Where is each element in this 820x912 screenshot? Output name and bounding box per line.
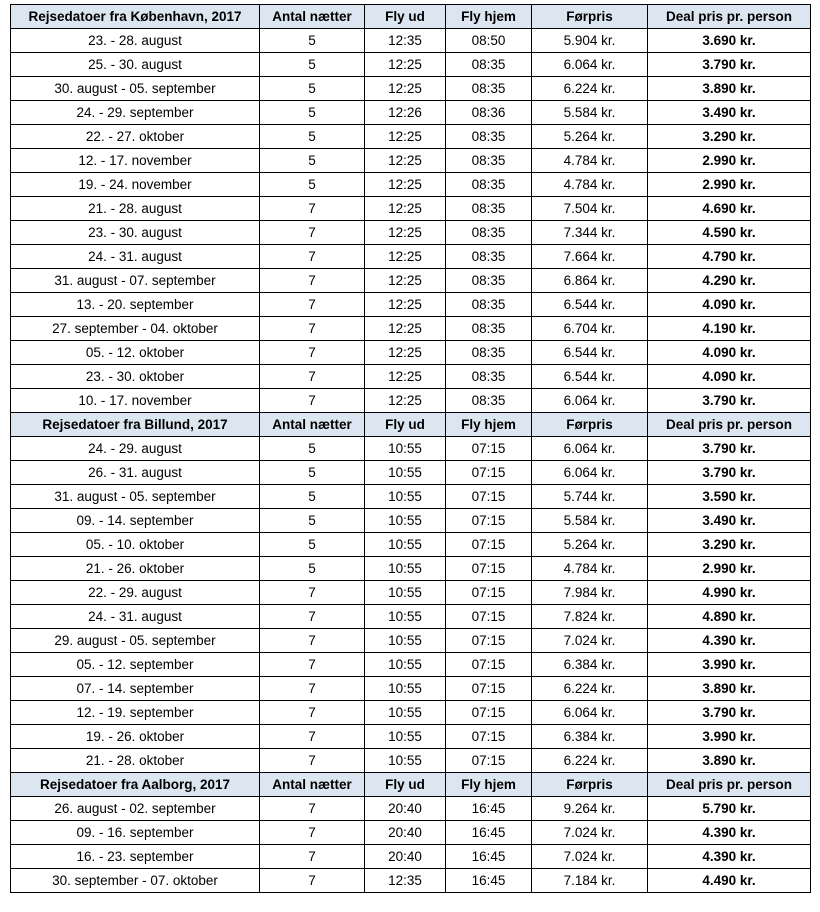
deal-price-cell: 2.990 kr. [648, 149, 811, 173]
travel-dates-cell: 12. - 17. november [11, 149, 260, 173]
header-flight-home: Fly hjem [446, 773, 532, 797]
deal-price-cell: 3.790 kr. [648, 461, 811, 485]
flight-home-cell: 07:15 [446, 725, 532, 749]
deal-price-cell: 3.890 kr. [648, 749, 811, 773]
deal-price-cell: 4.190 kr. [648, 317, 811, 341]
regular-price-cell: 6.224 kr. [532, 749, 648, 773]
deal-price-cell: 4.590 kr. [648, 221, 811, 245]
regular-price-cell: 6.064 kr. [532, 437, 648, 461]
flight-home-cell: 07:15 [446, 605, 532, 629]
flight-out-cell: 12:25 [365, 149, 446, 173]
regular-price-cell: 6.544 kr. [532, 341, 648, 365]
deal-price-cell: 2.990 kr. [648, 173, 811, 197]
travel-dates-cell: 05. - 12. oktober [11, 341, 260, 365]
regular-price-cell: 6.224 kr. [532, 77, 648, 101]
deal-price-cell: 4.690 kr. [648, 197, 811, 221]
flight-home-cell: 08:35 [446, 173, 532, 197]
nights-cell: 7 [260, 581, 365, 605]
flight-home-cell: 08:35 [446, 77, 532, 101]
travel-dates-cell: 05. - 10. oktober [11, 533, 260, 557]
flight-out-cell: 10:55 [365, 677, 446, 701]
regular-price-cell: 6.064 kr. [532, 701, 648, 725]
travel-dates-cell: 30. august - 05. september [11, 77, 260, 101]
table-row [11, 725, 811, 749]
flight-home-cell: 07:15 [446, 677, 532, 701]
flight-home-cell: 07:15 [446, 509, 532, 533]
regular-price-cell: 5.904 kr. [532, 29, 648, 53]
table-row [11, 485, 811, 509]
flight-out-cell: 12:26 [365, 101, 446, 125]
table-row [11, 293, 811, 317]
table-row [11, 197, 811, 221]
header-flight-out: Fly ud [365, 773, 446, 797]
travel-deals-table [10, 4, 811, 893]
table-row [11, 749, 811, 773]
deal-price-cell: 3.590 kr. [648, 485, 811, 509]
deal-price-cell: 5.790 kr. [648, 797, 811, 821]
flight-out-cell: 10:55 [365, 581, 446, 605]
flight-home-cell: 07:15 [446, 629, 532, 653]
deal-price-cell: 4.290 kr. [648, 269, 811, 293]
flight-out-cell: 10:55 [365, 725, 446, 749]
flight-home-cell: 08:35 [446, 197, 532, 221]
flight-out-cell: 12:25 [365, 317, 446, 341]
nights-cell: 7 [260, 821, 365, 845]
table-row [11, 77, 811, 101]
header-flight-home: Fly hjem [446, 5, 532, 29]
travel-dates-cell: 27. september - 04. oktober [11, 317, 260, 341]
flight-out-cell: 10:55 [365, 653, 446, 677]
table-row [11, 221, 811, 245]
nights-cell: 5 [260, 77, 365, 101]
nights-cell: 5 [260, 557, 365, 581]
header-deal-price: Deal pris pr. person [648, 773, 811, 797]
travel-dates-cell: 10. - 17. november [11, 389, 260, 413]
table-row [11, 173, 811, 197]
deal-price-cell: 3.990 kr. [648, 725, 811, 749]
flight-out-cell: 10:55 [365, 749, 446, 773]
regular-price-cell: 7.824 kr. [532, 605, 648, 629]
regular-price-cell: 7.504 kr. [532, 197, 648, 221]
deal-price-cell: 2.990 kr. [648, 557, 811, 581]
table-row [11, 821, 811, 845]
deal-price-cell: 4.990 kr. [648, 581, 811, 605]
table-row [11, 149, 811, 173]
regular-price-cell: 9.264 kr. [532, 797, 648, 821]
flight-out-cell: 10:55 [365, 557, 446, 581]
nights-cell: 7 [260, 797, 365, 821]
flight-home-cell: 08:35 [446, 125, 532, 149]
regular-price-cell: 4.784 kr. [532, 173, 648, 197]
deal-price-cell: 3.690 kr. [648, 29, 811, 53]
flight-out-cell: 20:40 [365, 845, 446, 869]
table-row [11, 389, 811, 413]
regular-price-cell: 6.384 kr. [532, 725, 648, 749]
flight-home-cell: 08:35 [446, 269, 532, 293]
regular-price-cell: 6.544 kr. [532, 365, 648, 389]
flight-home-cell: 16:45 [446, 845, 532, 869]
regular-price-cell: 7.664 kr. [532, 245, 648, 269]
nights-cell: 7 [260, 869, 365, 893]
table-row [11, 341, 811, 365]
travel-dates-cell: 05. - 12. september [11, 653, 260, 677]
section-header-row [11, 5, 811, 29]
flight-out-cell: 12:25 [365, 269, 446, 293]
travel-dates-cell: 24. - 29. september [11, 101, 260, 125]
nights-cell: 7 [260, 293, 365, 317]
travel-dates-cell: 24. - 31. august [11, 605, 260, 629]
table-row [11, 29, 811, 53]
table-row [11, 869, 811, 893]
flight-home-cell: 08:35 [446, 317, 532, 341]
flight-home-cell: 08:35 [446, 149, 532, 173]
nights-cell: 5 [260, 461, 365, 485]
flight-out-cell: 10:55 [365, 437, 446, 461]
nights-cell: 7 [260, 677, 365, 701]
header-deal-price: Deal pris pr. person [648, 5, 811, 29]
header-travel-dates: Rejsedatoer fra Billund, 2017 [11, 413, 260, 437]
flight-out-cell: 10:55 [365, 701, 446, 725]
regular-price-cell: 6.064 kr. [532, 389, 648, 413]
header-nights: Antal nætter [260, 413, 365, 437]
travel-dates-cell: 25. - 30. august [11, 53, 260, 77]
flight-home-cell: 07:15 [446, 557, 532, 581]
flight-out-cell: 10:55 [365, 533, 446, 557]
deal-price-cell: 4.390 kr. [648, 629, 811, 653]
header-flight-out: Fly ud [365, 413, 446, 437]
deal-price-cell: 4.090 kr. [648, 293, 811, 317]
section-header-row [11, 773, 811, 797]
nights-cell: 5 [260, 29, 365, 53]
table-row [11, 653, 811, 677]
regular-price-cell: 4.784 kr. [532, 149, 648, 173]
deal-price-cell: 4.390 kr. [648, 845, 811, 869]
travel-dates-cell: 21. - 28. oktober [11, 749, 260, 773]
nights-cell: 7 [260, 365, 365, 389]
header-flight-out: Fly ud [365, 5, 446, 29]
regular-price-cell: 5.264 kr. [532, 125, 648, 149]
travel-dates-cell: 21. - 26. oktober [11, 557, 260, 581]
deal-price-cell: 4.090 kr. [648, 365, 811, 389]
deal-price-cell: 3.790 kr. [648, 53, 811, 77]
travel-dates-cell: 26. - 31. august [11, 461, 260, 485]
deal-price-cell: 4.490 kr. [648, 869, 811, 893]
regular-price-cell: 6.544 kr. [532, 293, 648, 317]
flight-out-cell: 12:25 [365, 197, 446, 221]
table-row [11, 365, 811, 389]
flight-home-cell: 08:35 [446, 389, 532, 413]
travel-dates-cell: 19. - 26. oktober [11, 725, 260, 749]
flight-out-cell: 12:25 [365, 293, 446, 317]
flight-out-cell: 12:35 [365, 869, 446, 893]
travel-dates-cell: 22. - 29. august [11, 581, 260, 605]
travel-dates-cell: 07. - 14. september [11, 677, 260, 701]
nights-cell: 7 [260, 389, 365, 413]
regular-price-cell: 5.584 kr. [532, 509, 648, 533]
flight-out-cell: 10:55 [365, 605, 446, 629]
regular-price-cell: 7.344 kr. [532, 221, 648, 245]
travel-dates-cell: 31. august - 07. september [11, 269, 260, 293]
nights-cell: 5 [260, 125, 365, 149]
travel-dates-cell: 12. - 19. september [11, 701, 260, 725]
deal-price-cell: 3.890 kr. [648, 77, 811, 101]
header-regular-price: Førpris [532, 5, 648, 29]
deals-table-container [10, 4, 811, 893]
flight-out-cell: 10:55 [365, 509, 446, 533]
flight-home-cell: 07:15 [446, 461, 532, 485]
flight-out-cell: 12:25 [365, 341, 446, 365]
flight-home-cell: 08:50 [446, 29, 532, 53]
flight-out-cell: 10:55 [365, 485, 446, 509]
flight-home-cell: 08:35 [446, 245, 532, 269]
nights-cell: 5 [260, 533, 365, 557]
travel-dates-cell: 24. - 29. august [11, 437, 260, 461]
flight-home-cell: 08:35 [446, 221, 532, 245]
table-row [11, 845, 811, 869]
regular-price-cell: 4.784 kr. [532, 557, 648, 581]
header-travel-dates: Rejsedatoer fra Aalborg, 2017 [11, 773, 260, 797]
table-row [11, 245, 811, 269]
flight-home-cell: 08:35 [446, 53, 532, 77]
header-nights: Antal nætter [260, 5, 365, 29]
section-header-row [11, 413, 811, 437]
flight-home-cell: 07:15 [446, 437, 532, 461]
nights-cell: 7 [260, 629, 365, 653]
flight-out-cell: 12:25 [365, 221, 446, 245]
table-row [11, 533, 811, 557]
table-body [11, 5, 811, 893]
table-row [11, 797, 811, 821]
header-travel-dates: Rejsedatoer fra København, 2017 [11, 5, 260, 29]
travel-dates-cell: 16. - 23. september [11, 845, 260, 869]
regular-price-cell: 7.024 kr. [532, 629, 648, 653]
regular-price-cell: 7.984 kr. [532, 581, 648, 605]
flight-out-cell: 12:25 [365, 53, 446, 77]
header-regular-price: Førpris [532, 413, 648, 437]
regular-price-cell: 5.744 kr. [532, 485, 648, 509]
nights-cell: 7 [260, 701, 365, 725]
nights-cell: 7 [260, 197, 365, 221]
header-flight-home: Fly hjem [446, 413, 532, 437]
nights-cell: 7 [260, 653, 365, 677]
flight-out-cell: 20:40 [365, 797, 446, 821]
regular-price-cell: 5.264 kr. [532, 533, 648, 557]
table-row [11, 701, 811, 725]
regular-price-cell: 6.064 kr. [532, 53, 648, 77]
flight-home-cell: 07:15 [446, 653, 532, 677]
flight-home-cell: 16:45 [446, 821, 532, 845]
deal-price-cell: 3.790 kr. [648, 437, 811, 461]
table-row [11, 101, 811, 125]
header-regular-price: Førpris [532, 773, 648, 797]
deal-price-cell: 3.790 kr. [648, 389, 811, 413]
table-row [11, 125, 811, 149]
flight-out-cell: 12:25 [365, 125, 446, 149]
travel-dates-cell: 09. - 14. september [11, 509, 260, 533]
table-row [11, 53, 811, 77]
deal-price-cell: 4.390 kr. [648, 821, 811, 845]
flight-home-cell: 07:15 [446, 701, 532, 725]
flight-out-cell: 10:55 [365, 629, 446, 653]
nights-cell: 7 [260, 317, 365, 341]
header-deal-price: Deal pris pr. person [648, 413, 811, 437]
nights-cell: 5 [260, 509, 365, 533]
flight-home-cell: 07:15 [446, 485, 532, 509]
deal-price-cell: 3.290 kr. [648, 533, 811, 557]
regular-price-cell: 6.864 kr. [532, 269, 648, 293]
nights-cell: 7 [260, 341, 365, 365]
flight-out-cell: 12:25 [365, 77, 446, 101]
table-row [11, 557, 811, 581]
regular-price-cell: 6.224 kr. [532, 677, 648, 701]
travel-dates-cell: 23. - 30. oktober [11, 365, 260, 389]
travel-dates-cell: 22. - 27. oktober [11, 125, 260, 149]
nights-cell: 7 [260, 725, 365, 749]
regular-price-cell: 6.064 kr. [532, 461, 648, 485]
deal-price-cell: 3.490 kr. [648, 509, 811, 533]
flight-out-cell: 12:25 [365, 173, 446, 197]
flight-home-cell: 08:36 [446, 101, 532, 125]
flight-home-cell: 07:15 [446, 533, 532, 557]
table-row [11, 677, 811, 701]
travel-dates-cell: 31. august - 05. september [11, 485, 260, 509]
travel-dates-cell: 23. - 28. august [11, 29, 260, 53]
regular-price-cell: 6.704 kr. [532, 317, 648, 341]
flight-out-cell: 20:40 [365, 821, 446, 845]
table-row [11, 509, 811, 533]
flight-home-cell: 08:35 [446, 293, 532, 317]
regular-price-cell: 7.184 kr. [532, 869, 648, 893]
travel-dates-cell: 09. - 16. september [11, 821, 260, 845]
nights-cell: 5 [260, 149, 365, 173]
travel-dates-cell: 26. august - 02. september [11, 797, 260, 821]
flight-home-cell: 07:15 [446, 581, 532, 605]
travel-dates-cell: 30. september - 07. oktober [11, 869, 260, 893]
nights-cell: 7 [260, 245, 365, 269]
nights-cell: 7 [260, 749, 365, 773]
travel-dates-cell: 29. august - 05. september [11, 629, 260, 653]
flight-out-cell: 10:55 [365, 461, 446, 485]
nights-cell: 5 [260, 173, 365, 197]
nights-cell: 7 [260, 845, 365, 869]
flight-home-cell: 16:45 [446, 869, 532, 893]
deal-price-cell: 4.790 kr. [648, 245, 811, 269]
table-row [11, 317, 811, 341]
flight-out-cell: 12:25 [365, 389, 446, 413]
regular-price-cell: 5.584 kr. [532, 101, 648, 125]
flight-out-cell: 12:35 [365, 29, 446, 53]
regular-price-cell: 7.024 kr. [532, 821, 648, 845]
travel-dates-cell: 23. - 30. august [11, 221, 260, 245]
flight-out-cell: 12:25 [365, 365, 446, 389]
table-row [11, 269, 811, 293]
travel-dates-cell: 21. - 28. august [11, 197, 260, 221]
deal-price-cell: 3.290 kr. [648, 125, 811, 149]
nights-cell: 5 [260, 437, 365, 461]
nights-cell: 7 [260, 605, 365, 629]
flight-home-cell: 16:45 [446, 797, 532, 821]
flight-home-cell: 07:15 [446, 749, 532, 773]
deal-price-cell: 3.990 kr. [648, 653, 811, 677]
table-row [11, 461, 811, 485]
table-row [11, 605, 811, 629]
travel-dates-cell: 13. - 20. september [11, 293, 260, 317]
nights-cell: 5 [260, 53, 365, 77]
header-nights: Antal nætter [260, 773, 365, 797]
flight-out-cell: 12:25 [365, 245, 446, 269]
deal-price-cell: 4.890 kr. [648, 605, 811, 629]
regular-price-cell: 7.024 kr. [532, 845, 648, 869]
table-row [11, 581, 811, 605]
table-row [11, 629, 811, 653]
nights-cell: 5 [260, 485, 365, 509]
travel-dates-cell: 19. - 24. november [11, 173, 260, 197]
nights-cell: 7 [260, 269, 365, 293]
flight-home-cell: 08:35 [446, 341, 532, 365]
nights-cell: 7 [260, 221, 365, 245]
deal-price-cell: 3.490 kr. [648, 101, 811, 125]
table-row [11, 437, 811, 461]
regular-price-cell: 6.384 kr. [532, 653, 648, 677]
nights-cell: 5 [260, 101, 365, 125]
travel-dates-cell: 24. - 31. august [11, 245, 260, 269]
deal-price-cell: 4.090 kr. [648, 341, 811, 365]
deal-price-cell: 3.890 kr. [648, 677, 811, 701]
flight-home-cell: 08:35 [446, 365, 532, 389]
deal-price-cell: 3.790 kr. [648, 701, 811, 725]
